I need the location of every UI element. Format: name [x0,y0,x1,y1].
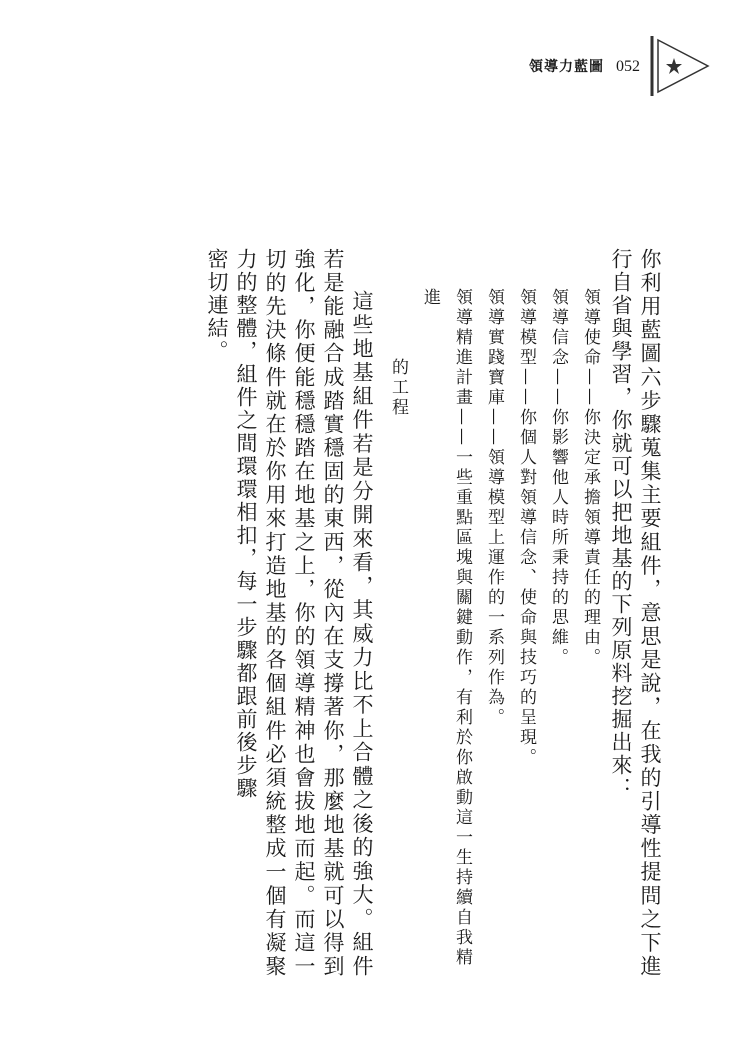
book-title: 領導力藍圖 [529,59,604,75]
flag-emblem-icon [644,30,714,100]
list-item: 領導信念——你影響他人時所秉持的思維。 [548,288,568,668]
running-head [529,56,640,76]
list-item: 領導精進計畫——一些重點區塊與關鍵動作，有利於你啟動這一生持續自我精進 [420,288,472,968]
main-paragraph: 這些地基組件若是分開來看，其威力比不上合體之後的強大。組件若是能融合成踏實穩固的東西，從內在支撐著你，那麼地基就可以得到強化，你便能穩穩踏在地基之上，你的領導精神也會拔地而起。而這一切的先決條件就在於你用來打造地基的各個組件必須統整成一個有凝聚力的整體，組件之間環環相扣，每一步驟都跟前後步驟 [234,248,374,978]
list-item: 領導使命——你決定承擔領導責任的理由。 [580,288,600,668]
list-item: 領導模型——你個人對領導信念、使命與技巧的呈現。 [516,288,536,768]
vertical-text-body [202,248,664,978]
foundation-component-list [382,288,606,978]
list-item: 領導實踐寶庫——領導模型上運作的一系列作為。 [484,288,504,728]
closing-line: 密切連結。 [205,248,229,363]
page-number: 052 [616,58,640,75]
intro-paragraph: 你利用藍圖六步驟蒐集主要組件，意思是說，在我的引導性提問之下進行自省與學習，你就可以把地基的下列原料挖掘出來： [609,248,662,978]
list-item-continuation: 的工程 [388,358,408,418]
